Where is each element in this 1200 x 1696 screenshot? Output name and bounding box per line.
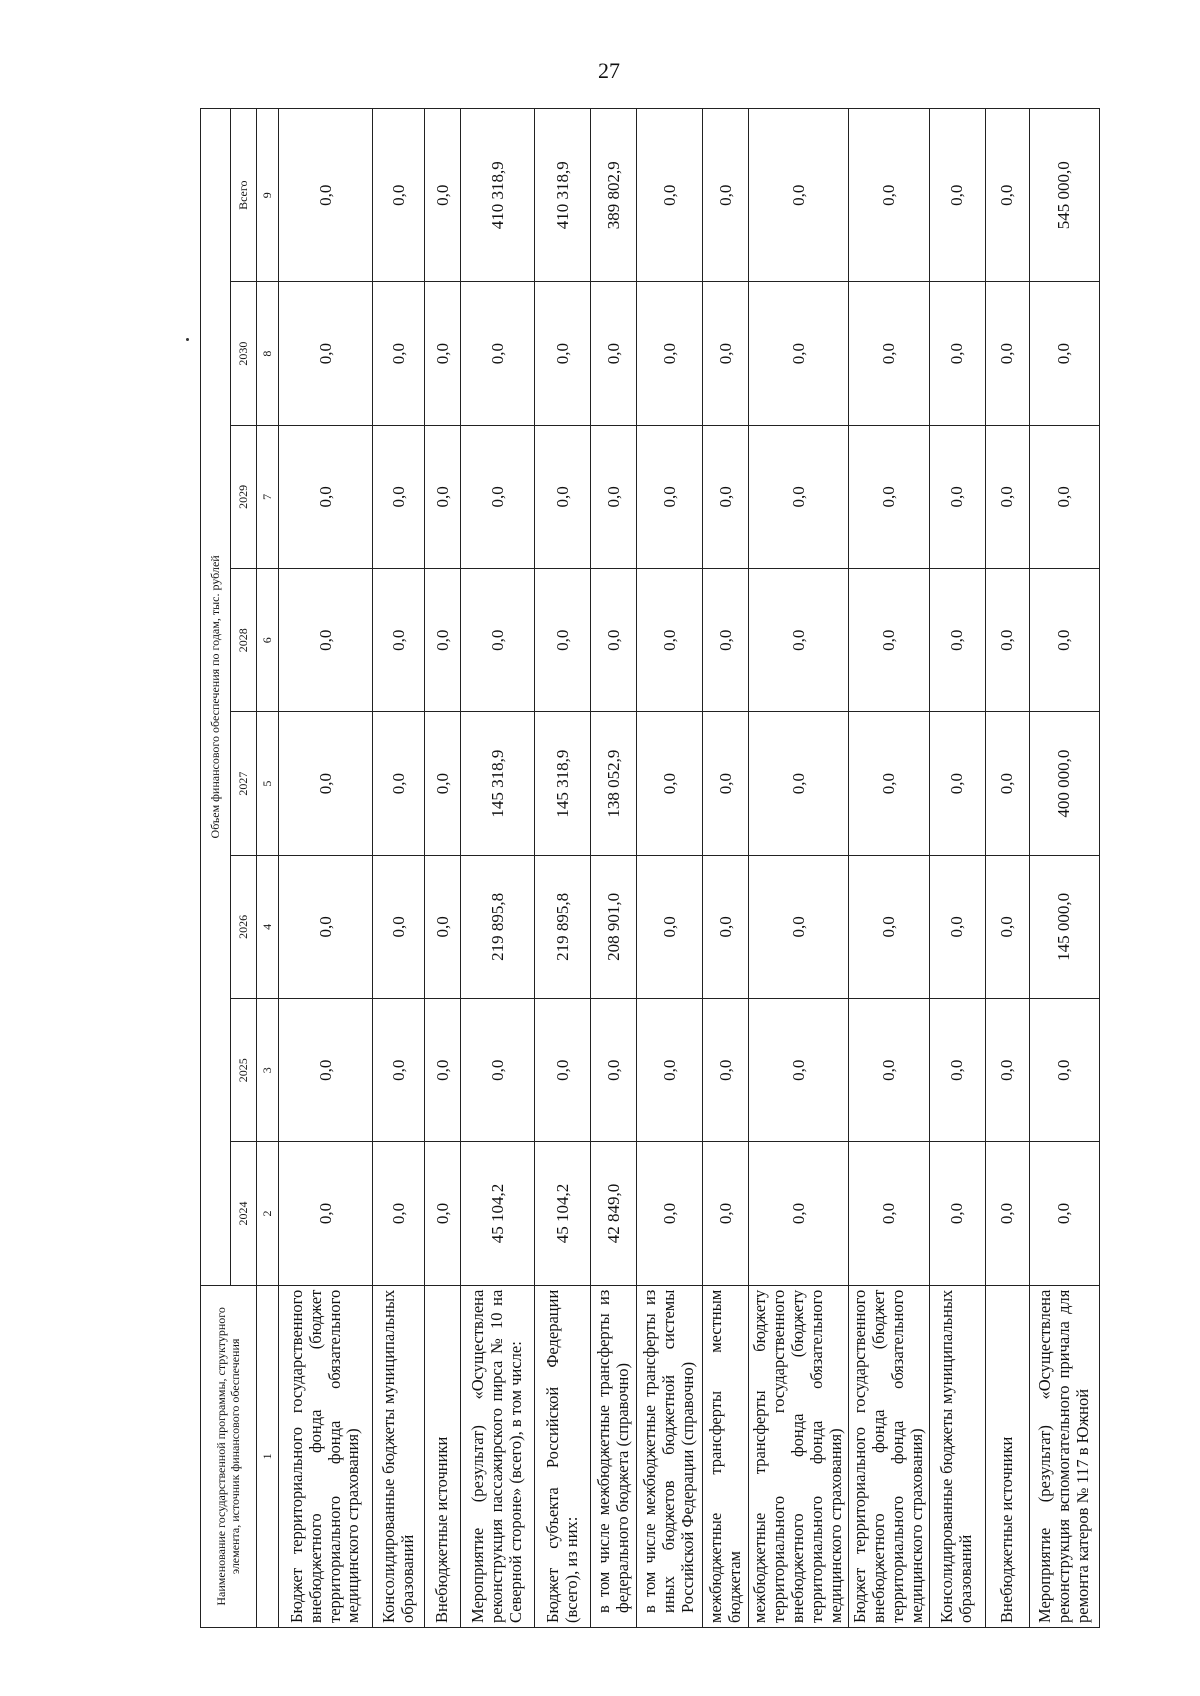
row-label: в том числе межбюджетные трансферты из иных бюджетов бюджетной системы Российской Федерации (справочно): [637, 1285, 703, 1627]
cell-value: 0,0: [749, 425, 849, 568]
cell-value: 0,0: [425, 109, 461, 282]
cell-value: 0,0: [637, 1142, 703, 1285]
cell-value: 0,0: [461, 282, 535, 425]
header-year: 2027: [231, 712, 257, 855]
cell-value: 0,0: [848, 1142, 929, 1285]
table-row: [461, 109, 535, 1628]
cell-value: 0,0: [279, 712, 373, 855]
table-row: [425, 109, 461, 1628]
row-label: межбюджетные трансферты бюджету территориального государственного внебюджетного фонда (бюджету территориального фонда обязательного медицинского страхования): [749, 1285, 849, 1627]
header-year: 2025: [231, 999, 257, 1142]
row-label: Мероприятие (результат) «Осуществлена реконструкция вспомогательного причала для ремонта катеров № 117 в Южной: [1029, 1285, 1099, 1627]
cell-value: 0,0: [279, 425, 373, 568]
cell-value: 400 000,0: [1029, 712, 1099, 855]
cell-value: 0,0: [373, 712, 425, 855]
cell-value: 45 104,2: [461, 1142, 535, 1285]
header-col-number: 3: [257, 999, 279, 1142]
cell-value: 0,0: [848, 712, 929, 855]
cell-value: 545 000,0: [1029, 109, 1099, 282]
table-row: [1029, 109, 1099, 1628]
cell-value: 0,0: [749, 855, 849, 998]
cell-value: 0,0: [929, 282, 985, 425]
scan-dot: [186, 338, 189, 341]
header-col-number: 4: [257, 855, 279, 998]
cell-value: 0,0: [637, 855, 703, 998]
header-col-number: 8: [257, 282, 279, 425]
cell-value: 0,0: [637, 109, 703, 282]
cell-value: 0,0: [591, 425, 637, 568]
table-row: [848, 109, 929, 1628]
cell-value: 0,0: [637, 425, 703, 568]
cell-value: 0,0: [985, 855, 1029, 998]
cell-value: 0,0: [985, 569, 1029, 712]
cell-value: 0,0: [929, 569, 985, 712]
table-row: [637, 109, 703, 1628]
cell-value: 0,0: [373, 109, 425, 282]
header-col-number: 2: [257, 1142, 279, 1285]
cell-value: 410 318,9: [535, 109, 591, 282]
cell-value: 0,0: [279, 855, 373, 998]
row-label: межбюджетные трансферты местным бюджетам: [703, 1285, 749, 1627]
cell-value: 0,0: [985, 999, 1029, 1142]
financing-table: [200, 108, 1100, 1628]
cell-value: 0,0: [703, 712, 749, 855]
cell-value: 0,0: [425, 282, 461, 425]
cell-value: 0,0: [985, 425, 1029, 568]
header-year: 2024: [231, 1142, 257, 1285]
cell-value: 0,0: [929, 1142, 985, 1285]
cell-value: 0,0: [637, 712, 703, 855]
cell-value: 0,0: [749, 282, 849, 425]
cell-value: 0,0: [848, 425, 929, 568]
row-label: Бюджет территориального государственного внебюджетного фонда (бюджет территориального фонда обязательного медицинского страхования): [279, 1285, 373, 1627]
cell-value: 145 000,0: [1029, 855, 1099, 998]
cell-value: 0,0: [1029, 569, 1099, 712]
cell-value: 0,0: [425, 855, 461, 998]
cell-value: 0,0: [848, 109, 929, 282]
cell-value: 0,0: [848, 855, 929, 998]
cell-value: 0,0: [425, 425, 461, 568]
cell-value: 0,0: [637, 999, 703, 1142]
cell-value: 0,0: [848, 569, 929, 712]
cell-value: 0,0: [703, 999, 749, 1142]
cell-value: 0,0: [373, 999, 425, 1142]
cell-value: 0,0: [749, 1142, 849, 1285]
table-row: [591, 109, 637, 1628]
header-year: 2029: [231, 425, 257, 568]
cell-value: 0,0: [279, 569, 373, 712]
cell-value: 0,0: [1029, 1142, 1099, 1285]
cell-value: 0,0: [749, 712, 849, 855]
cell-value: 0,0: [703, 1142, 749, 1285]
cell-value: 0,0: [373, 425, 425, 568]
row-label: Мероприятие (результат) «Осуществлена реконструкция пассажирского пирса № 10 на Северной стороне» (всего), в том числе:: [461, 1285, 535, 1627]
cell-value: 0,0: [535, 425, 591, 568]
table-row: [373, 109, 425, 1628]
cell-value: 0,0: [703, 425, 749, 568]
header-col-number: 7: [257, 425, 279, 568]
cell-value: 45 104,2: [535, 1142, 591, 1285]
header-col-number: 6: [257, 569, 279, 712]
cell-value: 0,0: [929, 109, 985, 282]
cell-value: 0,0: [461, 569, 535, 712]
table-row: [749, 109, 849, 1628]
cell-value: 0,0: [373, 569, 425, 712]
cell-value: 0,0: [703, 109, 749, 282]
page-number: 27: [598, 58, 620, 83]
header-name: Наименование государственной программы, структурного элемента, источник финансового обеспечения: [201, 1285, 257, 1627]
cell-value: 0,0: [535, 569, 591, 712]
cell-value: 0,0: [703, 282, 749, 425]
cell-value: 219 895,8: [535, 855, 591, 998]
table-row: [985, 109, 1029, 1628]
cell-value: 0,0: [535, 282, 591, 425]
cell-value: 0,0: [749, 999, 849, 1142]
cell-value: 410 318,9: [461, 109, 535, 282]
table-row: [929, 109, 985, 1628]
rotated-table-wrapper: [200, 108, 1150, 1628]
header-col-number: 1: [257, 1285, 279, 1627]
row-label: Бюджет территориального государственного внебюджетного фонда (бюджет территориального фонда обязательного медицинского страхования): [848, 1285, 929, 1627]
table-row: [279, 109, 373, 1628]
cell-value: 0,0: [929, 855, 985, 998]
cell-value: 0,0: [985, 712, 1029, 855]
cell-value: 0,0: [535, 999, 591, 1142]
header-year: 2026: [231, 855, 257, 998]
cell-value: 0,0: [703, 569, 749, 712]
cell-value: 0,0: [279, 1142, 373, 1285]
row-label: Внебюджетные источники: [985, 1285, 1029, 1627]
cell-value: 208 901,0: [591, 855, 637, 998]
row-label: Консолидированные бюджеты муниципальных образований: [373, 1285, 425, 1627]
row-label: в том числе межбюджетные трансферты из федерального бюджета (справочно): [591, 1285, 637, 1627]
cell-value: 0,0: [591, 282, 637, 425]
cell-value: 0,0: [985, 109, 1029, 282]
header-year: Всего: [231, 109, 257, 282]
cell-value: 138 052,9: [591, 712, 637, 855]
cell-value: 0,0: [279, 109, 373, 282]
cell-value: 0,0: [591, 569, 637, 712]
row-label: Внебюджетные источники: [425, 1285, 461, 1627]
cell-value: 0,0: [703, 855, 749, 998]
cell-value: 0,0: [425, 569, 461, 712]
cell-value: 0,0: [425, 1142, 461, 1285]
cell-value: 0,0: [749, 109, 849, 282]
table-row: [535, 109, 591, 1628]
header-col-number: 9: [257, 109, 279, 282]
cell-value: 0,0: [1029, 999, 1099, 1142]
cell-value: 0,0: [425, 999, 461, 1142]
table-row: [703, 109, 749, 1628]
cell-value: 0,0: [848, 999, 929, 1142]
cell-value: 145 318,9: [535, 712, 591, 855]
cell-value: 42 849,0: [591, 1142, 637, 1285]
cell-value: 219 895,8: [461, 855, 535, 998]
cell-value: 389 802,9: [591, 109, 637, 282]
cell-value: 0,0: [279, 999, 373, 1142]
cell-value: 0,0: [279, 282, 373, 425]
cell-value: 0,0: [1029, 425, 1099, 568]
header-year: 2028: [231, 569, 257, 712]
cell-value: 145 318,9: [461, 712, 535, 855]
header-col-number: 5: [257, 712, 279, 855]
cell-value: 0,0: [591, 999, 637, 1142]
row-label: Консолидированные бюджеты муниципальных образований: [929, 1285, 985, 1627]
cell-value: 0,0: [461, 999, 535, 1142]
cell-value: 0,0: [929, 999, 985, 1142]
cell-value: 0,0: [373, 282, 425, 425]
header-year: 2030: [231, 282, 257, 425]
cell-value: 0,0: [848, 282, 929, 425]
cell-value: 0,0: [985, 282, 1029, 425]
cell-value: 0,0: [749, 569, 849, 712]
cell-value: 0,0: [637, 569, 703, 712]
cell-value: 0,0: [1029, 282, 1099, 425]
header-volume: Объем финансового обеспечения по годам, тыс. рублей: [201, 109, 231, 1286]
cell-value: 0,0: [637, 282, 703, 425]
cell-value: 0,0: [373, 855, 425, 998]
cell-value: 0,0: [929, 425, 985, 568]
cell-value: 0,0: [373, 1142, 425, 1285]
row-label: Бюджет субъекта Российской Федерации (всего), из них:: [535, 1285, 591, 1627]
cell-value: 0,0: [929, 712, 985, 855]
cell-value: 0,0: [461, 425, 535, 568]
cell-value: 0,0: [985, 1142, 1029, 1285]
cell-value: 0,0: [425, 712, 461, 855]
